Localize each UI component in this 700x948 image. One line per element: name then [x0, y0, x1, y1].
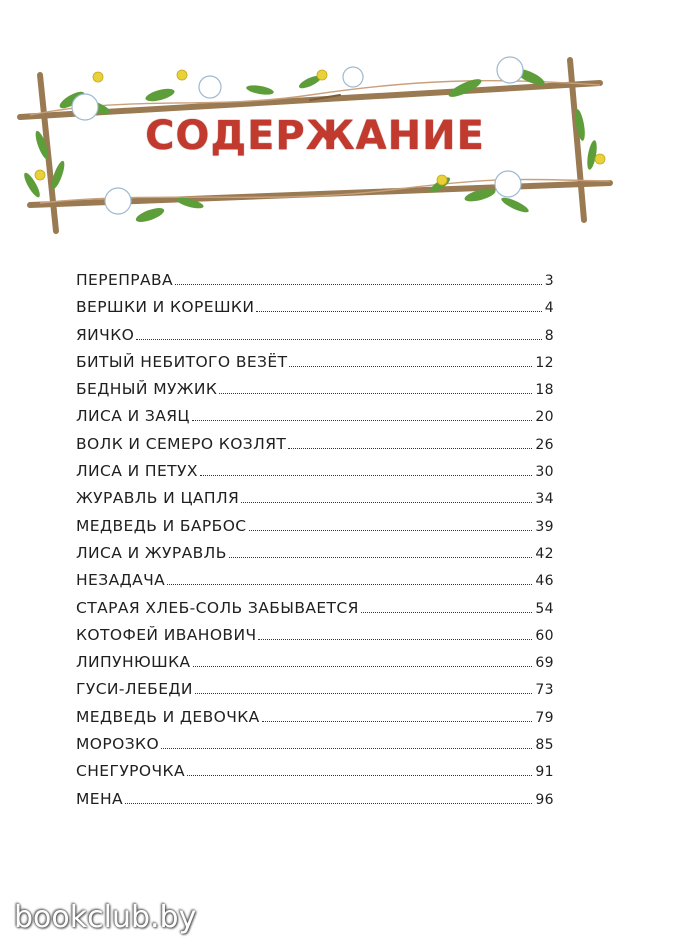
toc-entry — [76, 544, 554, 571]
toc-entry-page-number: 39 — [535, 518, 554, 535]
toc-entry — [76, 626, 554, 653]
toc-entry-page-number: 4 — [544, 300, 554, 317]
toc-entry — [76, 735, 554, 762]
toc-entry-page-number: 46 — [535, 573, 554, 590]
dot-leader — [187, 775, 532, 776]
dot-leader — [175, 284, 542, 285]
page-title: СОДЕРЖАНИЕ — [145, 113, 485, 159]
toc-entry — [76, 462, 554, 489]
toc-entry-page-number: 42 — [535, 545, 554, 562]
dot-leader — [167, 584, 532, 585]
dot-leader — [219, 393, 532, 394]
toc-entry-page-number: 91 — [535, 764, 554, 781]
toc-entry-page-number: 18 — [535, 382, 554, 399]
toc-entry-page-number: 34 — [535, 491, 554, 508]
toc-entry-title: ЖУРАВЛЬ И ЦАПЛЯ — [76, 489, 240, 508]
dot-leader — [136, 339, 541, 340]
toc-entry — [76, 599, 554, 626]
toc-entry-page-number: 12 — [535, 354, 554, 371]
toc-entry — [76, 407, 554, 434]
dot-leader — [200, 475, 532, 476]
toc-entry-page-number: 3 — [544, 273, 554, 289]
dot-leader — [192, 420, 533, 421]
toc-entry-title: ЛИСА И ЖУРАВЛЬ — [76, 543, 227, 562]
toc-entry-page-number: 85 — [535, 737, 554, 754]
table-of-contents — [76, 271, 554, 817]
toc-entry-title: МОРОЗКО — [76, 735, 160, 754]
toc-entry-title: ВЕРШКИ И КОРЕШКИ — [76, 298, 255, 317]
toc-entry-page-number: 20 — [535, 409, 554, 426]
toc-entry-page-number: 79 — [535, 709, 554, 726]
toc-entry — [76, 326, 554, 353]
toc-entry — [76, 353, 554, 380]
toc-entry — [76, 517, 554, 544]
toc-entry-title: МЕДВЕДЬ И БАРБОС — [76, 516, 247, 535]
dot-leader — [229, 557, 533, 558]
toc-entry-page-number: 26 — [535, 436, 554, 453]
toc-entry-title: ГУСИ-ЛЕБЕДИ — [76, 680, 193, 699]
toc-entry-page-number: 8 — [544, 327, 554, 344]
toc-entry — [76, 680, 554, 707]
toc-entry — [76, 298, 554, 325]
toc-entry-title: ЛИСА И ЗАЯЦ — [76, 407, 190, 426]
toc-entry — [76, 380, 554, 407]
dot-leader — [241, 502, 532, 503]
toc-entry — [76, 271, 554, 298]
dot-leader — [125, 803, 532, 804]
dot-leader — [289, 366, 532, 367]
dot-leader — [161, 748, 532, 749]
toc-entry-title: ВОЛК И СЕМЕРО КОЗЛЯТ — [76, 434, 287, 453]
dot-leader — [249, 530, 533, 531]
toc-entry — [76, 762, 554, 789]
dot-leader — [258, 639, 532, 640]
toc-entry-title: ЛИСА И ПЕТУХ — [76, 462, 198, 481]
toc-entry-title: НЕЗАДАЧА — [76, 571, 166, 590]
dot-leader — [256, 311, 541, 312]
toc-entry-title: ПЕРЕПРАВА — [76, 271, 174, 289]
toc-entry-page-number: 54 — [535, 600, 554, 617]
toc-entry — [76, 708, 554, 735]
toc-entry-title: МЕДВЕДЬ И ДЕВОЧКА — [76, 707, 260, 726]
toc-entry-title: ЯИЧКО — [76, 325, 135, 344]
toc-entry-title: МЕНА — [76, 789, 124, 808]
toc-entry-page-number: 69 — [535, 655, 554, 672]
toc-entry — [76, 489, 554, 516]
toc-entry-title: ЛИПУНЮШКА — [76, 653, 191, 672]
toc-entry — [76, 653, 554, 680]
dot-leader — [361, 612, 533, 613]
toc-entry — [76, 435, 554, 462]
toc-entry-page-number: 30 — [535, 464, 554, 481]
dot-leader — [288, 448, 532, 449]
toc-entry-page-number: 73 — [535, 682, 554, 699]
toc-entry — [76, 571, 554, 598]
toc-entry-title: БЕДНЫЙ МУЖИК — [76, 380, 218, 399]
toc-entry-title: СНЕГУРОЧКА — [76, 762, 185, 781]
toc-entry-page-number: 60 — [535, 627, 554, 644]
toc-entry — [76, 790, 554, 817]
dot-leader — [195, 693, 532, 694]
dot-leader — [193, 666, 533, 667]
toc-entry-page-number: 96 — [535, 791, 554, 808]
toc-entry-title: БИТЫЙ НЕБИТОГО ВЕЗЁТ — [76, 352, 288, 371]
toc-entry-title: СТАРАЯ ХЛЕБ-СОЛЬ ЗАБЫВАЕТСЯ — [76, 598, 359, 617]
toc-entry-title: КОТОФЕЙ ИВАНОВИЧ — [76, 625, 257, 644]
watermark-text: bookclub.by — [14, 900, 197, 935]
dot-leader — [262, 721, 533, 722]
